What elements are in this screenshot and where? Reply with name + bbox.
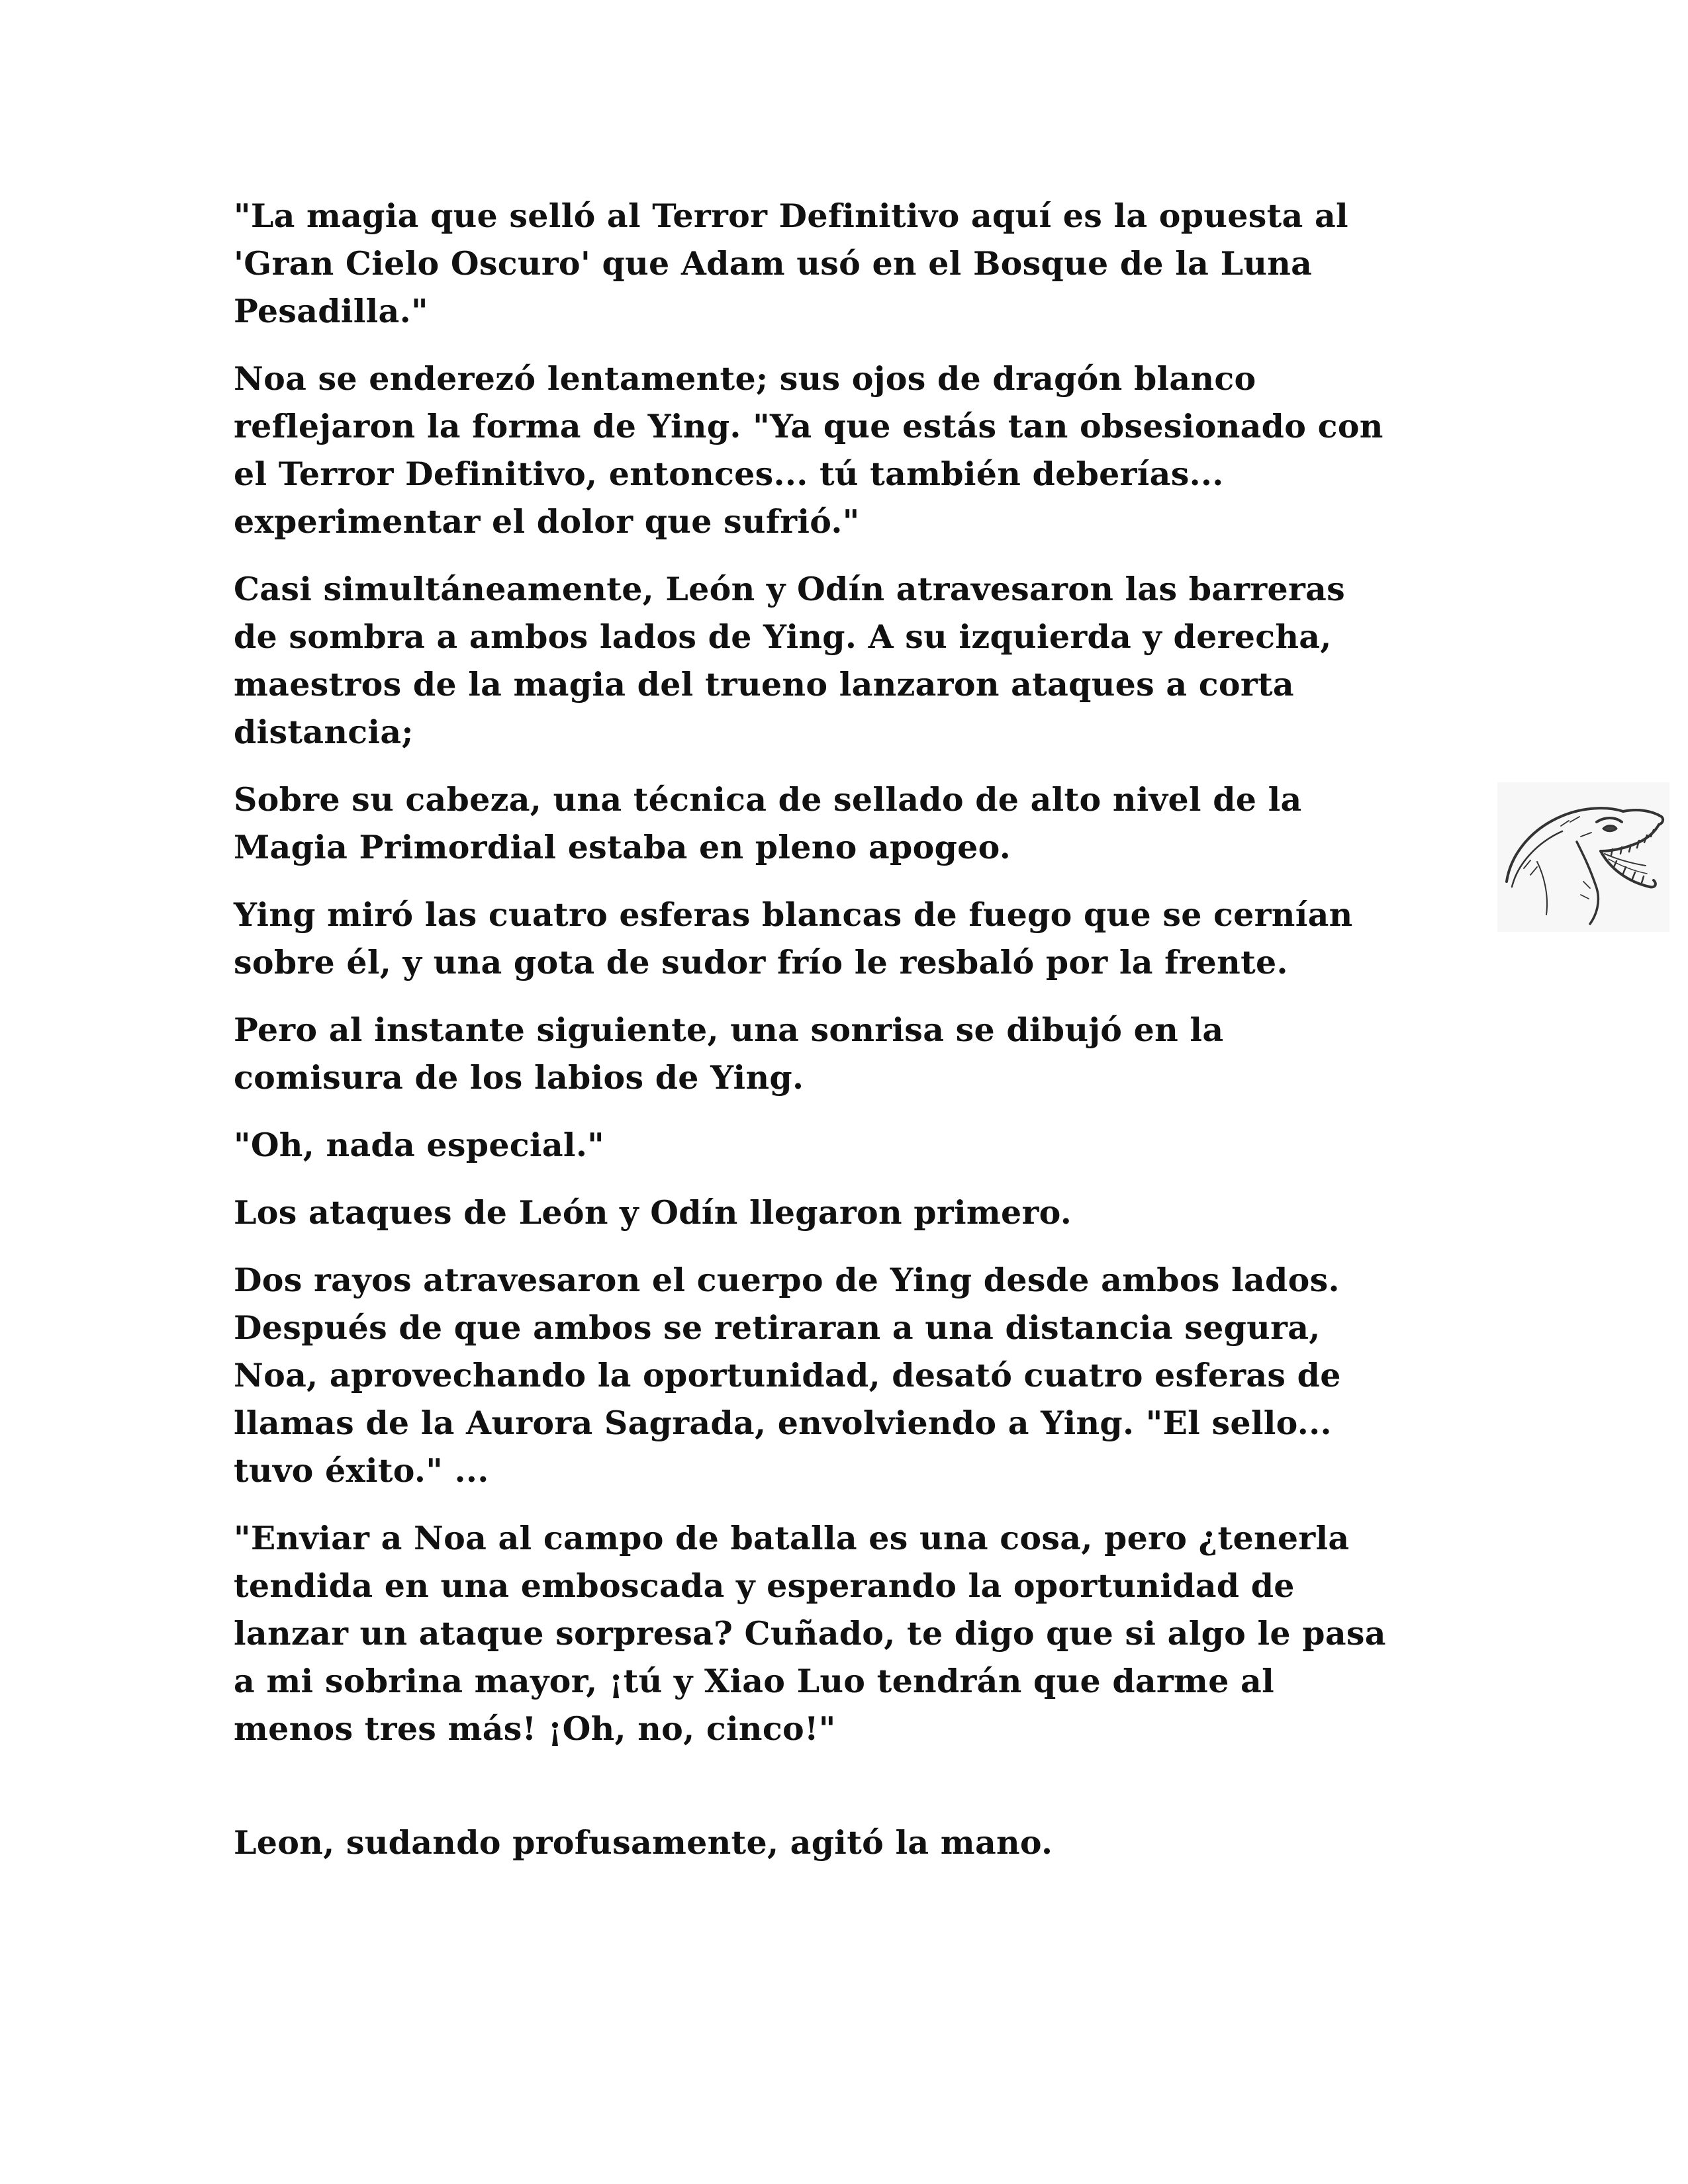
paragraph-7: "Oh, nada especial." [234, 1126, 605, 1164]
paragraph-4: Sobre su cabeza, una técnica de sellado de alto nivel de la Magia Primordial estaba en pleno apogeo. [234, 780, 1302, 866]
paragraph-11: Leon, sudando profusamente, agitó la mano. [234, 1823, 1053, 1862]
paragraph-6: Pero al instante siguiente, una sonrisa se dibujó en la comisura de los labios de Ying. [234, 1011, 1224, 1097]
paragraph-5: Ying miró las cuatro esferas blancas de fuego que se cernían sobre él, y una gota de sudor frío le resbaló por la frente. [234, 895, 1353, 981]
paragraph-8: Los ataques de León y Odín llegaron primero. [234, 1193, 1072, 1232]
paragraph-2: Noa se enderezó lentamente; sus ojos de dragón blanco reflejaron la forma de Ying. "Ya que estás tan obsesionado con el Terror Definitivo, entonces... tú también deberías... experimentar el dolor que sufrió." [234, 359, 1383, 541]
paragraph-1: "La magia que selló al Terror Definitivo aquí es la opuesta al 'Gran Cielo Oscuro' que Adam usó en el Bosque de la Luna Pesadilla." [234, 197, 1348, 330]
dinosaur-head-sketch-icon [1497, 782, 1669, 932]
story-text [234, 192, 1452, 1886]
paragraph-10: "Enviar a Noa al campo de batalla es una cosa, pero ¿tenerla tendida en una emboscada y esperando la oportunidad de lanzar un ataque sorpresa? Cuñado, te digo que si algo le pasa a mi sobrina mayor, ¡tú y Xiao Luo tendrán que darme al menos tres más! ¡Oh, no, cinco!" [234, 1519, 1386, 1748]
paragraph-3: Casi simultáneamente, León y Odín atravesaron las barreras de sombra a ambos lados de Ying. A su izquierda y derecha, maestros de la magia del trueno lanzaron ataques a corta distancia; [234, 570, 1346, 751]
paragraph-9: Dos rayos atravesaron el cuerpo de Ying desde ambos lados. Después de que ambos se retiraran a una distancia segura, Noa, aprovechando la oportunidad, desató cuatro esferas de llamas de la Aurora Sagrada, envolviendo a Ying. "El sello... tuvo éxito." ... [234, 1261, 1341, 1490]
